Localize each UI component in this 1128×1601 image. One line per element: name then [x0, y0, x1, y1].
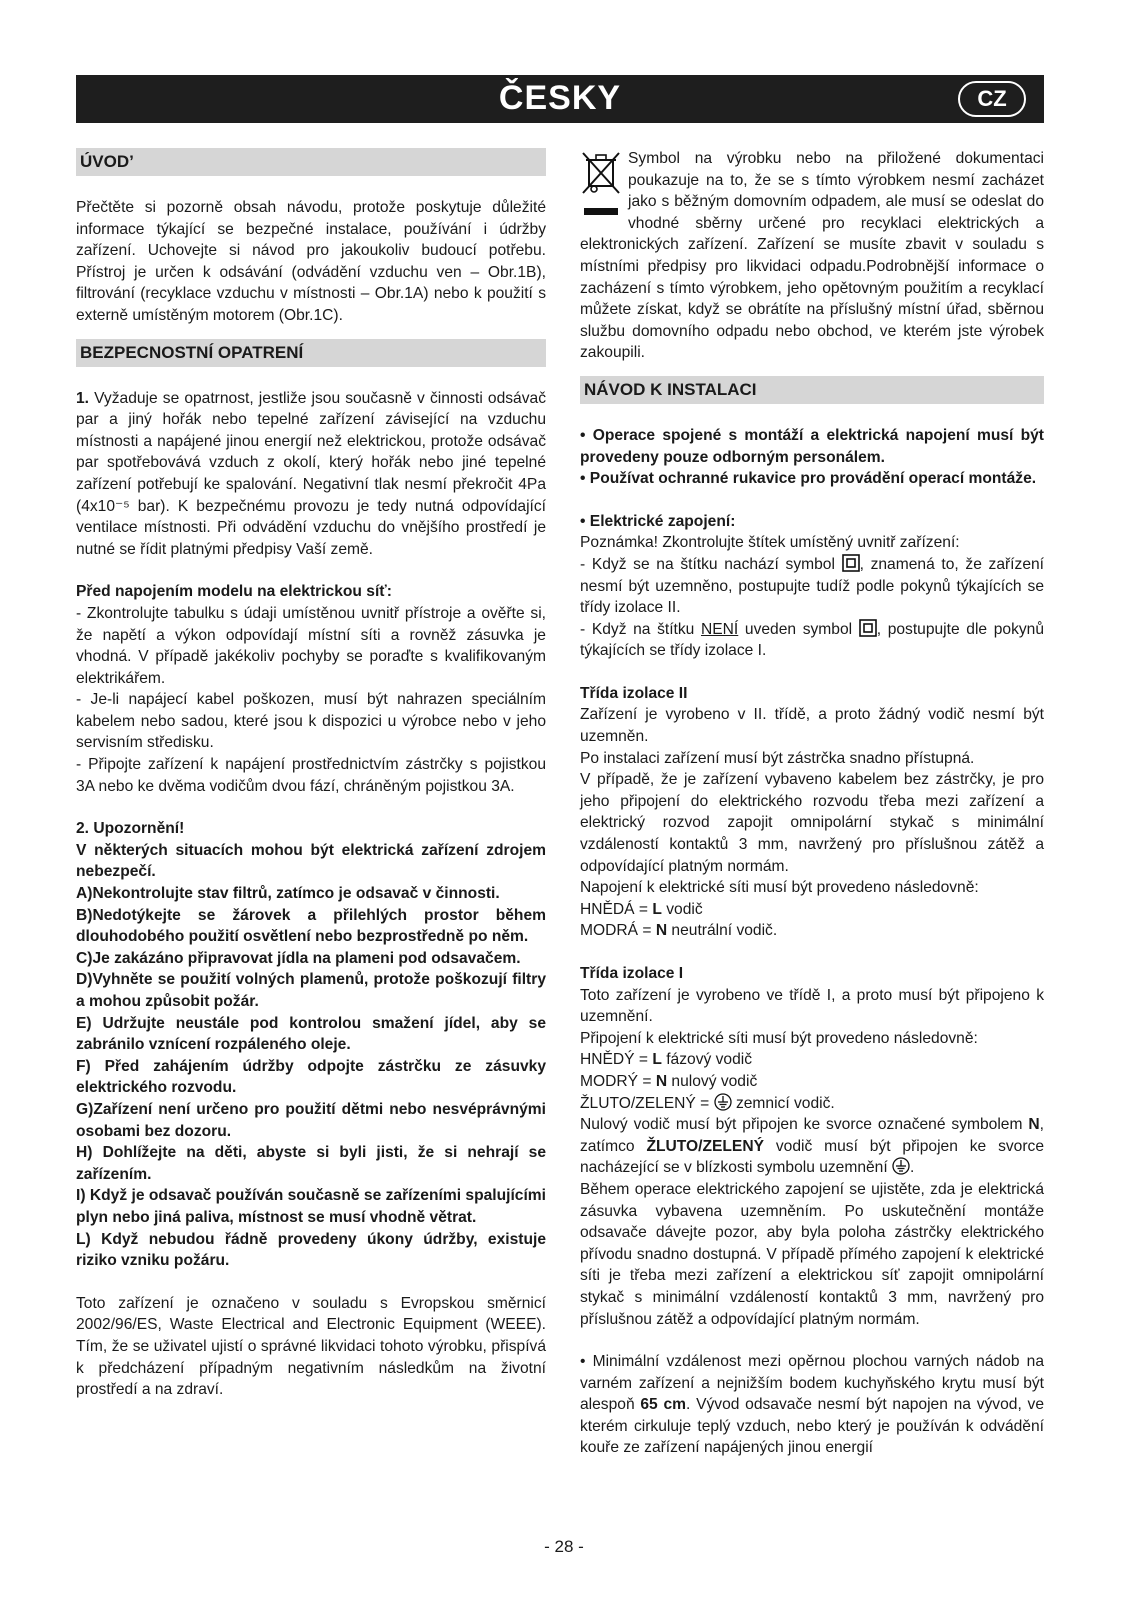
page-number: - 28 - — [544, 1537, 584, 1556]
intro-text: Přečtěte si pozorně obsah návodu, protože poskytuje důležité informace týkající se bezpečné instalace, používání i údržby zařízení. Uchovejte si návod pro jakoukoliv budoucí potřebu. Přístroj je určen k odsávání (odvádění vzduchu ven – Obr.1B), filtrování (recyklace vzduchu v místnosti – Obr.1A) nebo k použití s externě umístěným motorem (Obr.1C). — [76, 199, 546, 324]
electric-heading: • Elektrické zapojení: — [580, 512, 736, 530]
page-title: ČESKY — [498, 79, 622, 117]
language-badge: CZ — [958, 81, 1026, 117]
neutral-text: Nulový vodič musí být připojen ke svorce označené symbolem N, zatímco ŽLUTO/ZELENÝ vodič musí být připojen ke svorce nacházející se v blízkosti symbolu uzemnění . — [580, 1116, 1044, 1177]
min-distance-text: • Minimální vzdálenost mezi opěrnou plochou varných nádob na varném zařízení a nejnižším bodem kuchyňského krytu musí být alespoň 65 cm. Vývod odsavače nesmí být napojen na vývod, ve kterém cirkuluje teplý vzduch, nebo který je používán k odvádění kouře ze zařízení napájených jinou energií — [580, 1353, 1044, 1457]
crossed-bin-icon — [580, 150, 622, 220]
warning-item: A)Nekontrolujte stav filtrů, zatímco je odsavač v činnosti. — [76, 885, 500, 903]
class1-yellow-green: ŽLUTO/ZELENÝ = zemnicí vodič. — [580, 1094, 835, 1112]
during-text: Během operace elektrického zapojení se ujistěte, zda je elektrická zásuvka vybavena uzemněním. Po uskutečnění montáže odsavače dávejte pozor, aby byla poloha zástrčky elektrického přívodu snadno dostupná. V případě přímého zapojení k elektrické síti je třeba mezi zařízení a elektrickou síť zapojit omnipolární stykač s minimální vzdáleností kontaktů 3 mm, navržený pro příslušnou zátěž a odpovídající platným normám. — [580, 1180, 1044, 1328]
warning-item: D)Vyhněte se použití volných plamenů, protože poškozují filtry a mohou způsobit požár. — [76, 971, 546, 1010]
warning-item: L) Když nebudou řádně provedeny úkony údržby, existuje riziko vzniku požáru. — [76, 1230, 546, 1270]
left-column — [76, 148, 546, 1401]
double-insulation-icon — [859, 619, 877, 637]
class1-line: Připojení k elektrické síti musí být provedeno následovně: — [580, 1029, 978, 1047]
note-item-2: - Když na štítku NENÍ uveden symbol , postupujte dle pokynů týkajících se třídy izolace I. — [580, 620, 1045, 660]
warning-item: G)Zařízení není určeno pro použití dětmi nebo nesvéprávnými osobami bez dozoru. — [76, 1100, 546, 1140]
note-text: Poznámka! Zkontrolujte štítek umístěný uvnitř zařízení: — [580, 534, 960, 552]
right-column — [580, 148, 1044, 1459]
weee-text: Toto zařízení je označeno v souladu s Evropskou směrnicí 2002/96/ES, Waste Electrical and Electronic Equipment (WEEE). Tím, že se uživatel ujistí o správné likvidaci tohoto výrobku, přispívá k předcházení případným negativním následkům na životní prostředí a na zdraví. — [76, 1294, 546, 1399]
warning-item: I) Když je odsavač používán současně se zařízeními spalujícími plyn nebo jiná paliva, místnost se musí vhodně větrat. — [76, 1187, 546, 1226]
install-heading: NÁVOD K INSTALACI — [580, 376, 1044, 404]
symbol-text: Symbol na výrobku nebo na přiložené dokumentaci poukazuje na to, že se s tímto výrobkem nesmí zacházet jako s běžným domovním odpadem, ale musí se odeslat do vhodné sběrny určené pro recyklaci elektrických a elektronických zařízení. Zařízení se musíte zbavit v souladu s místními předpisy pro likvidaci odpadu.Podrobnější informace o zacházení s tímto výrobkem, jeho opětovným použitím a recyklací můžete získat, když se obrátíte na příslušný místní úřad, sběrnou službu domovního odpadu nebo obchod, ve kterém jste výrobek zakoupili. — [580, 150, 1044, 362]
before-item: - Zkontrolujte tabulku s údaji umístěnou uvnitř přístroje a ověřte si, že napětí a výkon odpovídají místní síti a rovněž zásuvka je vhodná. V případě jakékoliv pochyby se poraďte s kvalifikovaným elektrikářem. — [76, 604, 546, 687]
install-bullet: • Operace spojené s montáží a elektrická napojení musí být provedeny pouze odborným personálem. — [580, 426, 1044, 466]
before-item: - Připojte zařízení k napájení prostřednictvím zástrčky s pojistkou 3A nebo ke dvěma vodičům dvou fází, chráněným pojistkou 3A. — [76, 756, 546, 795]
class2-line: Napojení k elektrické síti musí být provedeno následovně: — [580, 879, 979, 897]
warning-heading: 2. Upozornění! — [76, 820, 185, 838]
install-bullet: • Používat ochranné rukavice pro provádění operací montáže. — [580, 470, 1037, 488]
class2-brown: HNĚDÁ = L vodič — [580, 900, 703, 918]
class2-blue: MODRÁ = N neutrální vodič. — [580, 922, 778, 940]
double-insulation-icon — [842, 554, 860, 572]
note-item-1: - Když se na štítku nachází symbol , znamená to, že zařízení nesmí být uzemněno, postupujte tudíž podle pokynů týkajících se třídy izolace II. — [580, 555, 1044, 617]
earth-icon — [892, 1157, 910, 1175]
class2-line: V případě, že je zařízení vybaveno kabelem bez zástrčky, je pro jeho připojení do elektrického rozvodu třeba mezi zařízení a elektrický rozvod zapojit omnipolární stykač s minimální vzdáleností kontaktů 3 mm, navržený pro příslušnou zátěž a odpovídající platným normám. — [580, 771, 1044, 875]
warning-item: E) Udržujte neustále pod kontrolou smažení jídel, aby se zabránilo vznícení rozpáleného oleje. — [76, 1014, 546, 1054]
before-item: - Je-li napájecí kabel poškozen, musí být nahrazen speciálním kabelem nebo sadou, které jsou k dispozici u výrobce nebo v jeho servisním středisku. — [76, 691, 546, 752]
page-header — [76, 75, 1044, 123]
intro-heading: ÚVOD’ — [76, 148, 546, 176]
class1-line: Toto zařízení je vyrobeno ve třídě I, a proto musí být připojeno k uzemnění. — [580, 986, 1044, 1026]
class2-line: Po instalaci zařízení musí být zástrčka snadno přístupná. — [580, 749, 975, 767]
warning-item: C)Je zakázáno připravovat jídla na plameni pod odsavačem. — [76, 949, 521, 967]
class2-heading: Třída izolace II — [580, 684, 688, 702]
earth-icon — [714, 1093, 732, 1111]
safety-heading: BEZPECNOSTNÍ OPATRENÍ — [76, 339, 546, 367]
class1-heading: Třída izolace I — [580, 965, 684, 982]
class1-blue: MODRÝ = N nulový vodič — [580, 1072, 758, 1090]
class1-brown: HNĚDÝ = L fázový vodič — [580, 1051, 753, 1069]
warning-item: F) Před zahájením údržby odpojte zástrčku ze zásuvky elektrického rozvodu. — [76, 1057, 546, 1097]
warning-item: B)Nedotýkejte se žárovek a přilehlých prostor během dlouhodobého použití osvětlení nebo bezprostředně po něm. — [76, 906, 546, 946]
warning-item: V některých situacích mohou být elektrická zařízení zdrojem nebezpečí. — [76, 841, 546, 881]
warning-item: H) Dohlížejte na děti, abyste si byli jisti, že si nehrají se zařízením. — [76, 1144, 546, 1183]
before-connect-heading: Před napojením modelu na elektrickou síť: — [76, 583, 392, 601]
class2-line: Zařízení je vyrobeno v II. třídě, a proto žádný vodič nesmí být uzemněn. — [580, 706, 1044, 746]
safety-item-1: 1. Vyžaduje se opatrnost, jestliže jsou současně v činnosti odsávač par a jiný hořák nebo tepelné zařízení závisející na vzduchu místnosti a napájené jinou energií než elektrickou, protože odsávač par spotřebovává vzduch z okolí, který hořák nebo jiné tepelné zařízení potřebují ke spalování. Negativní tlak nesmí překročit 4Pa (4x10⁻⁵ bar). K bezpečnému provozu je tedy nutná odpovídající ventilace místnosti. Při odvádění vzduchu do vnějšího prostředí je nutné se řídit platnými předpisy Vaší země. — [76, 389, 546, 558]
